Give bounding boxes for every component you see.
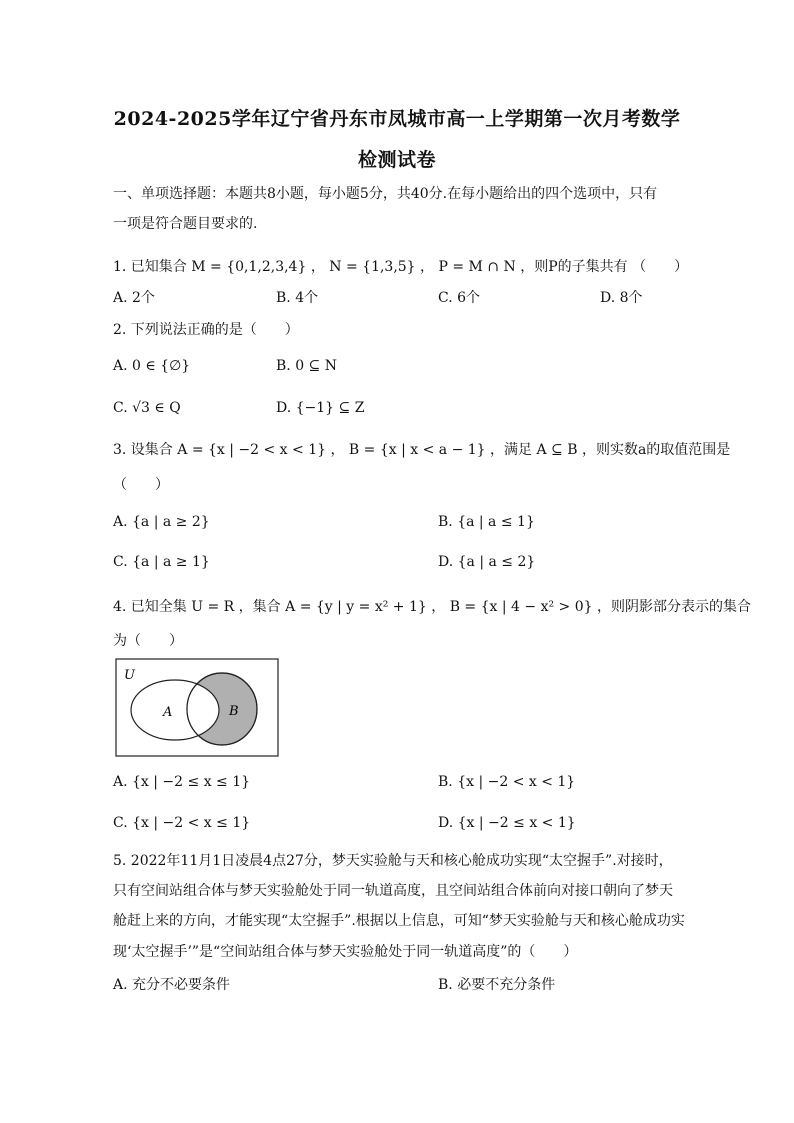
q2-option-b: B. 0 ⊆ N <box>276 358 337 374</box>
q2-option-c: C. √3 ∈ Q <box>113 400 181 416</box>
q5-line4: 现‘太空握手’”是“空间站组合体与梦天实验舱处于同一轨道高度”的（ ） <box>113 944 578 960</box>
q1-option-b: B. 4个 <box>276 290 319 306</box>
section-heading-line1: 一、单项选择题：本题共8小题，每小题5分，共40分.在每小题给出的四个选项中，只有 <box>113 186 658 202</box>
q3-stem-paren: （ ） <box>113 477 169 493</box>
q3-stem: 3. 设集合 A = {x | −2 < x < 1} ， B = {x | x < a − 1} ，满足 A ⊆ B ，则实数a的取值范围是 <box>113 442 731 458</box>
q5-option-a: A. 充分不必要条件 <box>113 977 231 993</box>
exam-title-line1: 2024-2025学年辽宁省丹东市凤城市高一上学期第一次月考数学 <box>113 108 681 130</box>
q3-option-c: C. {a | a ≥ 1} <box>113 554 210 570</box>
q1-option-a: A. 2个 <box>113 290 155 306</box>
q4-stem: 4. 已知全集 U = R ，集合 A = {y | y = x² + 1} ， B = {x | 4 − x² > 0} ，则阴影部分表示的集合 <box>113 599 751 615</box>
q5-line1: 5. 2022年11月1日凌晨4点27分，梦天实验舱与天和核心舱成功实现“太空握手”.对接时， <box>113 853 673 869</box>
q4-option-d: D. {x | −2 ≤ x < 1} <box>438 815 576 831</box>
q4-stem-paren: 为（ ） <box>113 633 183 649</box>
q3-option-d: D. {a | a ≤ 2} <box>438 554 536 570</box>
venn-label-b: B <box>229 704 239 719</box>
exam-title-line2: 检测试卷 <box>357 149 436 171</box>
q5-option-b: B. 必要不充分条件 <box>438 977 556 993</box>
venn-label-u: U <box>124 668 135 683</box>
venn-diagram <box>115 658 279 758</box>
q1-stem: 1. 已知集合 M = {0,1,2,3,4} ， N = {1,3,5} ， P = M ∩ N ，则P的子集共有 （ ） <box>113 259 689 275</box>
q4-option-a: A. {x | −2 ≤ x ≤ 1} <box>113 774 251 790</box>
q5-line2: 只有空间站组合体与梦天实验舱处于同一轨道高度，且空间站组合体前向对接口朝向了梦天 <box>113 883 673 899</box>
q5-line3: 舱赶上来的方向，才能实现“太空握手”.根据以上信息，可知“梦天实验舱与天和核心舱成功实 <box>113 913 685 929</box>
q4-option-c: C. {x | −2 < x ≤ 1} <box>113 815 251 831</box>
q3-option-b: B. {a | a ≤ 1} <box>438 514 535 530</box>
q2-option-a: A. 0 ∈ {∅} <box>113 358 191 374</box>
q2-stem: 2. 下列说法正确的是（ ） <box>113 322 299 338</box>
q3-option-a: A. {a | a ≥ 2} <box>113 514 210 530</box>
q1-option-c: C. 6个 <box>438 290 481 306</box>
venn-label-a: A <box>163 705 173 720</box>
q1-option-d: D. 8个 <box>600 290 643 306</box>
section-heading-line2: 一项是符合题目要求的. <box>113 216 258 232</box>
q4-option-b: B. {x | −2 < x < 1} <box>438 774 576 790</box>
q2-option-d: D. {−1} ⊆ Z <box>276 400 365 416</box>
